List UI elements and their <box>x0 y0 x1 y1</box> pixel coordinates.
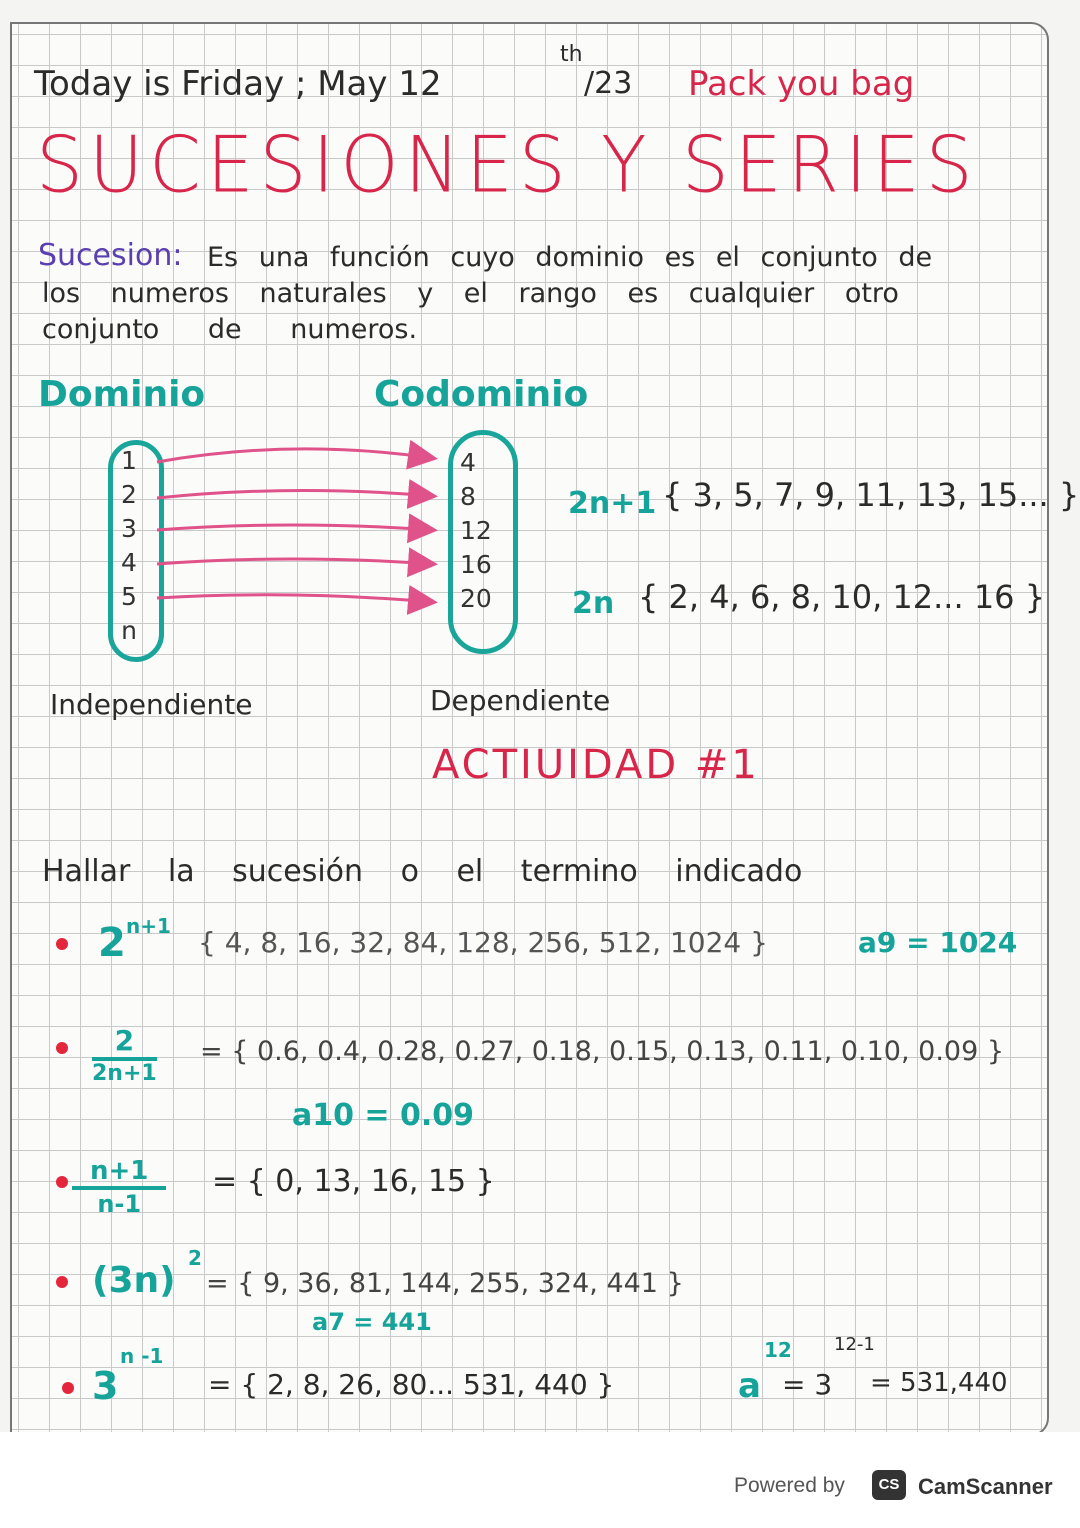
formula-2n: 2n <box>572 586 615 621</box>
definition-line-2: los numeros naturales y el rango es cualquier otro <box>42 278 899 309</box>
item1-answer: a9 = 1024 <box>858 926 1018 959</box>
item4-exponent: 2 <box>188 1246 202 1270</box>
set-even: { 2, 4, 6, 8, 10, 12... 16 } <box>638 578 1046 616</box>
domain-item: 5 <box>121 582 137 611</box>
formula-2n-plus-1: 2n+1 <box>568 486 657 521</box>
item5-answer-exponent: 12-1 <box>834 1334 875 1355</box>
item3-fraction <box>72 1156 166 1218</box>
domain-item: 4 <box>121 548 137 577</box>
domain-item: 3 <box>121 514 137 543</box>
date-superscript: th <box>560 42 583 67</box>
item3-denominator: n-1 <box>97 1190 142 1218</box>
item5-answer-term: a <box>738 1366 761 1406</box>
item1-exponent: n+1 <box>126 914 171 938</box>
item5-exponent: n -1 <box>120 1344 164 1368</box>
mapping-arrows <box>12 24 1047 724</box>
bullet <box>56 1276 68 1288</box>
date-year: /23 <box>584 66 633 101</box>
bullet <box>62 1382 74 1394</box>
arrow <box>157 595 432 602</box>
activity-title: ACTIUIDAD #1 <box>432 742 760 788</box>
powered-by-text: Powered by <box>734 1474 845 1497</box>
item5-answer-index: 12 <box>764 1338 792 1362</box>
codomain-item: 20 <box>460 584 492 613</box>
set-odd: { 3, 5, 7, 9, 11, 13, 15... } <box>662 476 1080 514</box>
item5-answer-base: = 3 <box>782 1368 833 1401</box>
item3-numerator: n+1 <box>72 1156 166 1190</box>
arrow <box>157 490 432 498</box>
bullet <box>56 1042 68 1054</box>
camscanner-brand: CamScanner <box>918 1474 1053 1499</box>
bullet <box>56 1176 68 1188</box>
item2-numerator: 2 <box>92 1024 157 1061</box>
arrow <box>157 559 432 564</box>
codomain-item: 4 <box>460 448 476 477</box>
codomain-item: 16 <box>460 550 492 579</box>
date-line: Today is Friday ; May 12 <box>34 64 442 104</box>
domain-item: n <box>121 616 137 645</box>
arrow <box>157 525 432 530</box>
item4-answer: a7 = 441 <box>312 1308 432 1336</box>
item3-set: = { 0, 13, 16, 15 } <box>212 1164 495 1199</box>
arrow <box>157 449 432 462</box>
item4-set: = { 9, 36, 81, 144, 255, 324, 441 } <box>206 1268 684 1299</box>
item1-set: { 4, 8, 16, 32, 84, 128, 256, 512, 1024 } <box>198 926 768 959</box>
codomain-item: 8 <box>460 482 476 511</box>
header-note: Pack you bag <box>688 64 915 104</box>
item5-answer-result: = 531,440 <box>870 1368 1008 1398</box>
notebook-page <box>10 22 1080 1436</box>
activity-instruction: Hallar la sucesión o el termino indicado <box>42 854 803 889</box>
domain-label: Dominio <box>38 374 206 415</box>
item2-set: = { 0.6, 0.4, 0.28, 0.27, 0.18, 0.15, 0.13, 0.11, 0.10, 0.09 } <box>200 1036 1005 1067</box>
scanner-footer <box>0 1432 1080 1528</box>
item2-answer: a10 = 0.09 <box>292 1098 475 1133</box>
codomain-item: 12 <box>460 516 492 545</box>
item5-formula: 3 <box>92 1364 119 1408</box>
bullet <box>56 938 68 950</box>
codomain-label: Codominio <box>374 374 589 415</box>
independent-label: Independiente <box>50 688 253 721</box>
dependent-label: Dependiente <box>430 684 611 717</box>
item5-set: = { 2, 8, 26, 80... 531, 440 } <box>208 1368 615 1401</box>
item2-denominator: 2n+1 <box>92 1061 157 1086</box>
definition-line-1: Es una función cuyo dominio es el conjunto de <box>207 242 933 273</box>
domain-item: 2 <box>121 480 137 509</box>
page-title: SUCESIONES Y SERIES <box>36 119 979 211</box>
domain-item: 1 <box>121 446 137 475</box>
item2-fraction <box>92 1024 157 1086</box>
definition-term: Sucesion: <box>38 238 183 273</box>
item4-formula: (3n) <box>92 1260 176 1301</box>
camscanner-logo-icon: CS <box>872 1470 906 1500</box>
item1-formula: 2 <box>98 920 126 966</box>
definition-line-3: conjunto de numeros. <box>42 314 418 345</box>
